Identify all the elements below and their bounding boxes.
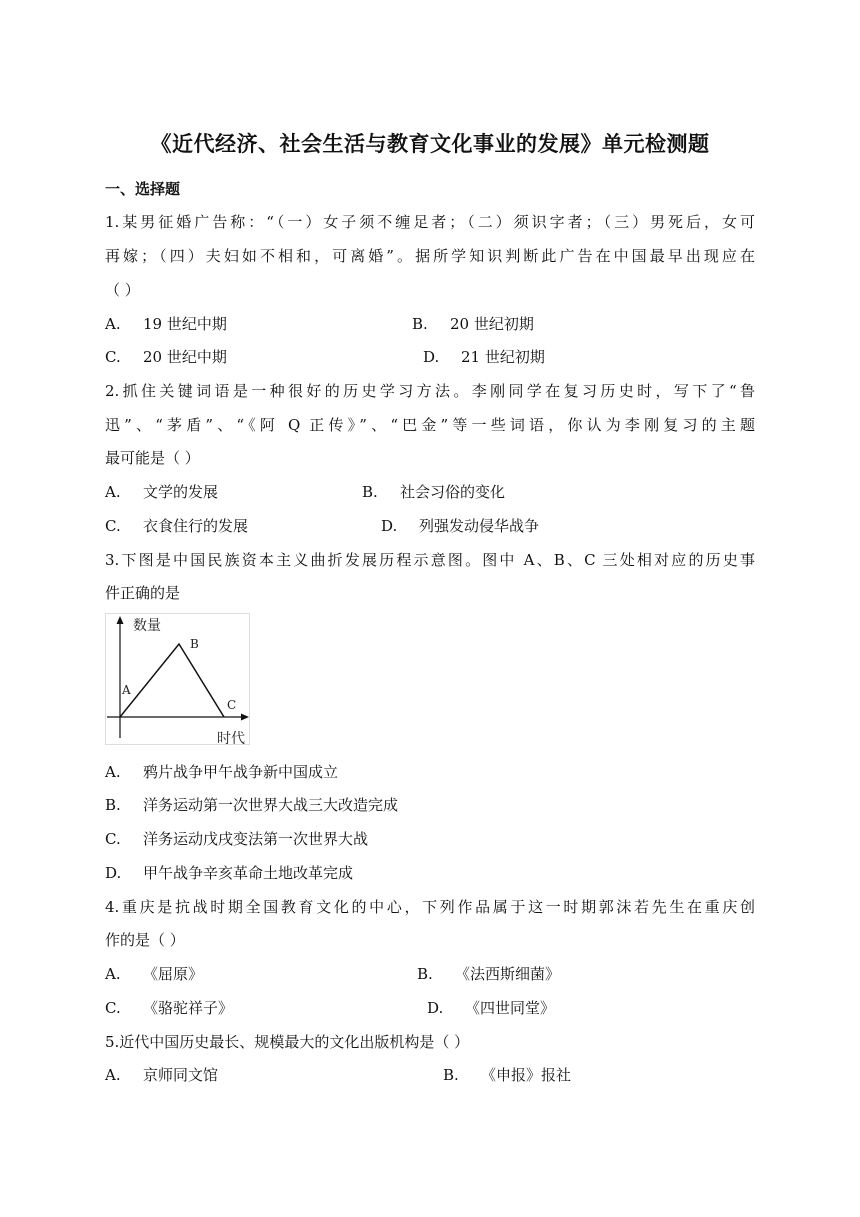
question-3-line-1: 3.下图是中国民族资本主义曲折发展历程示意图。图中 A、B、C 三处相对应的历史事 bbox=[105, 551, 755, 569]
question-2-option-c: C. 衣食住行的发展 bbox=[105, 517, 249, 535]
x-axis-label: 时代 bbox=[217, 731, 245, 745]
question-1-line-1: 1.某男征婚广告称：“（一）女子须不缠足者；（二）须识字者；（三）男死后，女可 bbox=[105, 213, 755, 231]
development-diagram bbox=[105, 613, 250, 745]
question-1-line-3: （ ） bbox=[105, 281, 140, 299]
question-4-line-1: 4.重庆是抗战时期全国教育文化的中心，下列作品属于这一时期郭沫若先生在重庆创 bbox=[105, 898, 755, 916]
question-3-option-a: A. 鸦片战争甲午战争新中国成立 bbox=[105, 763, 339, 781]
y-axis-label: 数量 bbox=[133, 618, 161, 634]
question-4-option-c: C. 《骆驼祥子》 bbox=[105, 999, 234, 1017]
question-5-option-b: B. 《申报》报社 bbox=[443, 1066, 572, 1084]
question-2-option-b: B. 社会习俗的变化 bbox=[362, 483, 506, 501]
question-2-line-3: 最可能是（ ） bbox=[105, 449, 200, 467]
question-1-option-d: D. 21 世纪初期 bbox=[423, 348, 545, 366]
question-1-option-b: B. 20 世纪初期 bbox=[412, 315, 534, 333]
question-4-line-2: 作的是（ ） bbox=[105, 931, 185, 949]
x-axis-arrow bbox=[241, 714, 249, 721]
point-label-a: A bbox=[122, 683, 131, 697]
question-4-option-b: B. 《法西斯细菌》 bbox=[417, 965, 561, 983]
question-1-option-c: C. 20 世纪中期 bbox=[105, 348, 227, 366]
trend-line bbox=[120, 644, 224, 717]
question-4-option-a: A. 《屈原》 bbox=[105, 965, 204, 983]
point-label-c: C bbox=[227, 698, 237, 712]
question-2-option-d: D. 列强发动侵华战争 bbox=[381, 517, 540, 535]
question-3-option-b: B. 洋务运动第一次世界大战三大改造完成 bbox=[105, 796, 399, 814]
question-3-option-c: C. 洋务运动戊戌变法第一次世界大战 bbox=[105, 830, 369, 848]
question-4-option-d: D. 《四世同堂》 bbox=[427, 999, 556, 1017]
document-title: 《近代经济、社会生活与教育文化事业的发展》单元检测题 bbox=[150, 132, 710, 156]
y-axis-arrow bbox=[117, 616, 124, 624]
question-1-line-2: 再嫁；（四）夫妇如不相和，可离婚”。据所学知识判断此广告在中国最早出现应在 bbox=[105, 247, 755, 265]
section-heading: 一、选择题 bbox=[105, 180, 181, 198]
question-2-option-a: A. 文学的发展 bbox=[105, 483, 219, 501]
question-2-line-1: 2.抓住关键词语是一种很好的历史学习方法。李刚同学在复习历史时，写下了“鲁 bbox=[105, 382, 755, 400]
question-3-option-d: D. 甲午战争辛亥革命土地改革完成 bbox=[105, 864, 354, 882]
question-1-option-a: A. 19 世纪中期 bbox=[105, 315, 227, 333]
point-label-b: B bbox=[190, 637, 199, 651]
question-5-option-a: A. 京师同文馆 bbox=[105, 1066, 219, 1084]
diagram-frame bbox=[106, 614, 250, 745]
question-2-line-2: 迅”、“茅盾”、“《阿 Q 正传》”、“巴金”等一些词语，你认为李刚复习的主题 bbox=[105, 416, 755, 434]
question-3-line-2: 件正确的是 bbox=[105, 584, 181, 602]
question-5-line-1: 5.近代中国历史最长、规模最大的文化出版机构是（ ） bbox=[105, 1033, 470, 1051]
